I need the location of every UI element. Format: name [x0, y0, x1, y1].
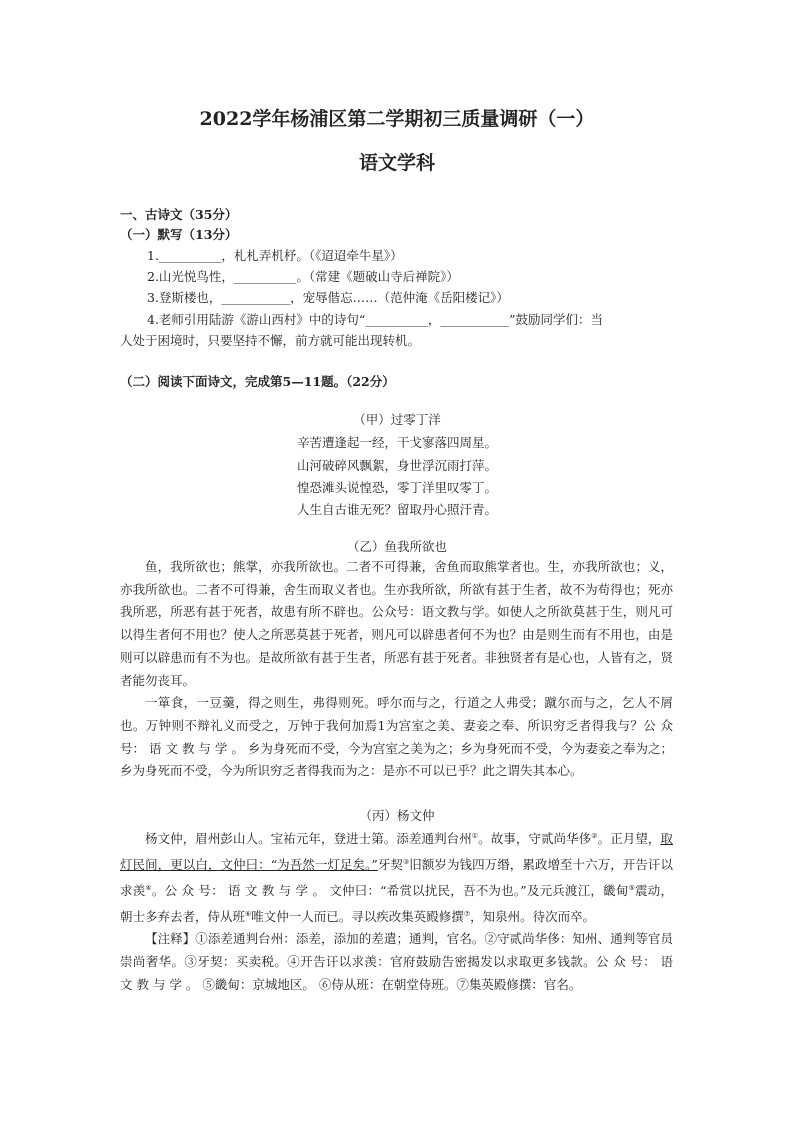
document-subtitle: 语文学科: [358, 152, 435, 174]
footnote-mark-7: ⑦: [463, 909, 471, 918]
text-c-seg-d: 牙契: [377, 857, 403, 873]
document-title: 2022学年杨浦区第二学期初三质量调研（一）: [199, 108, 595, 130]
text-b-paragraph-2: 一箪食，一豆羹，得之则生，弗得则死。呼尔而与之，行道之人弗受；蹴尔而与之，乞人不屑也。万钟则不辩礼义而受之，万钟于我何加焉1为宫室之美、妻妾之奉、所识穷乏者得我与？公 众 号： 语 文 教 与 学 。 乡为身死而不受，今为宫室之美为之；乡为身死而不受，今为妻妾之奉为之；乡为身死而不受，今为所识穷乏者得我而为之：是亦不可以已乎？此之谓失其本心。: [120, 695, 673, 779]
footnote-mark-1: ①: [471, 832, 479, 840]
footnote-mark-6: ⑥: [245, 909, 252, 918]
question-4-line1: 4.老师引用陆游《游山西村》中的诗句“__________，___________”鼓励同学们：当: [147, 312, 603, 327]
footnote-mark-5: ⑤: [628, 883, 636, 892]
footnote-mark-4: ④: [145, 883, 152, 892]
text-c-seg-g: 震动，朝士多弃去者，侍从班: [120, 882, 673, 924]
text-c-seg-i: ，知泉州。待次而卒。: [470, 908, 596, 924]
text-b-body: [120, 556, 673, 783]
underlined-sentence: 取灯民间，更以白，文仲曰：“为吾然一灯足矣。”: [120, 831, 673, 873]
question-4-line2: 人处于困境时，只要坚持不懈，前方就可能出现转机。: [120, 333, 421, 348]
text-c-seg-c: 。正月望，: [597, 831, 661, 847]
question-3: 3.登斯楼也，___________，宠辱偕忘……（范仲淹《岳阳楼记》）: [147, 290, 509, 305]
text-c-body: [120, 825, 673, 997]
question-1: 1.__________，札札弄机杼。（《迢迢牵牛星》）: [147, 248, 403, 263]
poem-line-3: 惶恐滩头说惶恐，零丁洋里叹零丁。: [296, 480, 497, 495]
question-2: 2.山光悦鸟性，__________。（常建《题破山寺后禅院》）: [147, 269, 459, 284]
text-b-title: （乙）鱼我所欲也: [346, 539, 447, 554]
poem-title: （甲）过零丁洋: [353, 412, 441, 427]
text-c-seg-f: 。公 众 号： 语 文 教 与 学 。 文仲曰：“希赏以扰民，吾不为也。”及元兵渡江，畿甸: [151, 882, 629, 898]
text-c-seg-h: 唯文仲一人而已。寻以疾改集英殿修撰: [251, 908, 464, 924]
text-c-notes: 【注释】①添差通判台州：添差，添加的差遣；通判，官名。②守贰尚华侈：知州、通判等官员崇尚奢华。③牙契：买卖税。④开告讦以求羡：官府鼓励告密揭发以求取更多钱款。公 众 号： 语 文 教 与 学 。 ⑤畿甸：京城地区。 ⑥侍从班：在朝堂侍班。⑦集英殿修撰：官名。: [120, 931, 673, 992]
text-c-seg-e: 旧额岁为钱四万缗，累政增至十六万，开告讦以求羡: [120, 857, 673, 898]
text-c-seg-a: 杨文仲，眉州彭山人。宝祐元年，登进士第。添差通判台州: [145, 831, 472, 847]
text-c-seg-b: 。故事，守贰尚华侈: [478, 831, 592, 847]
text-c-paragraph-1: [120, 825, 673, 928]
footnote-mark-3: ③: [402, 857, 410, 866]
poem-line-2: 山河破碎风飘絮，身世浮沉雨打萍。: [296, 458, 497, 473]
text-b-paragraph-1: 鱼，我所欲也；熊掌，亦我所欲也。二者不可得兼，舍鱼而取熊掌者也。生，亦我所欲也；义，亦我所欲也。二者不可得兼，舍生而取义者也。生亦我所欲，所欲有甚于生者，故不为苟得也；死亦我所恶，所恶有甚于死者，故患有所不辟也。公众号：语文教与学。如使人之所欲莫甚于生，则凡可以得生者何不用也？使人之所恶莫甚于死者，则凡可以辟患者何不为也？由是则生而有不用也，由是则可以辟患而有不为也。是故所欲有甚于生者，所恶有甚于死者。非独贤者有是心也，人皆有之，贤者能勿丧耳。: [120, 559, 673, 688]
part1-heading: 一、古诗文（35分）: [120, 207, 238, 222]
poem-line-1: 辛苦遭逢起一经，干戈寥落四周星。: [296, 435, 497, 450]
section2-heading: （二）阅读下面诗文，完成第5—11题。（22分）: [120, 374, 395, 389]
footnote-mark-2: ②: [591, 832, 598, 840]
section1-heading: （一）默写（13分）: [120, 227, 238, 242]
text-c-title: （丙）杨文仲: [359, 808, 435, 823]
poem-line-4: 人生自古谁无死？留取丹心照汗青。: [296, 502, 497, 517]
